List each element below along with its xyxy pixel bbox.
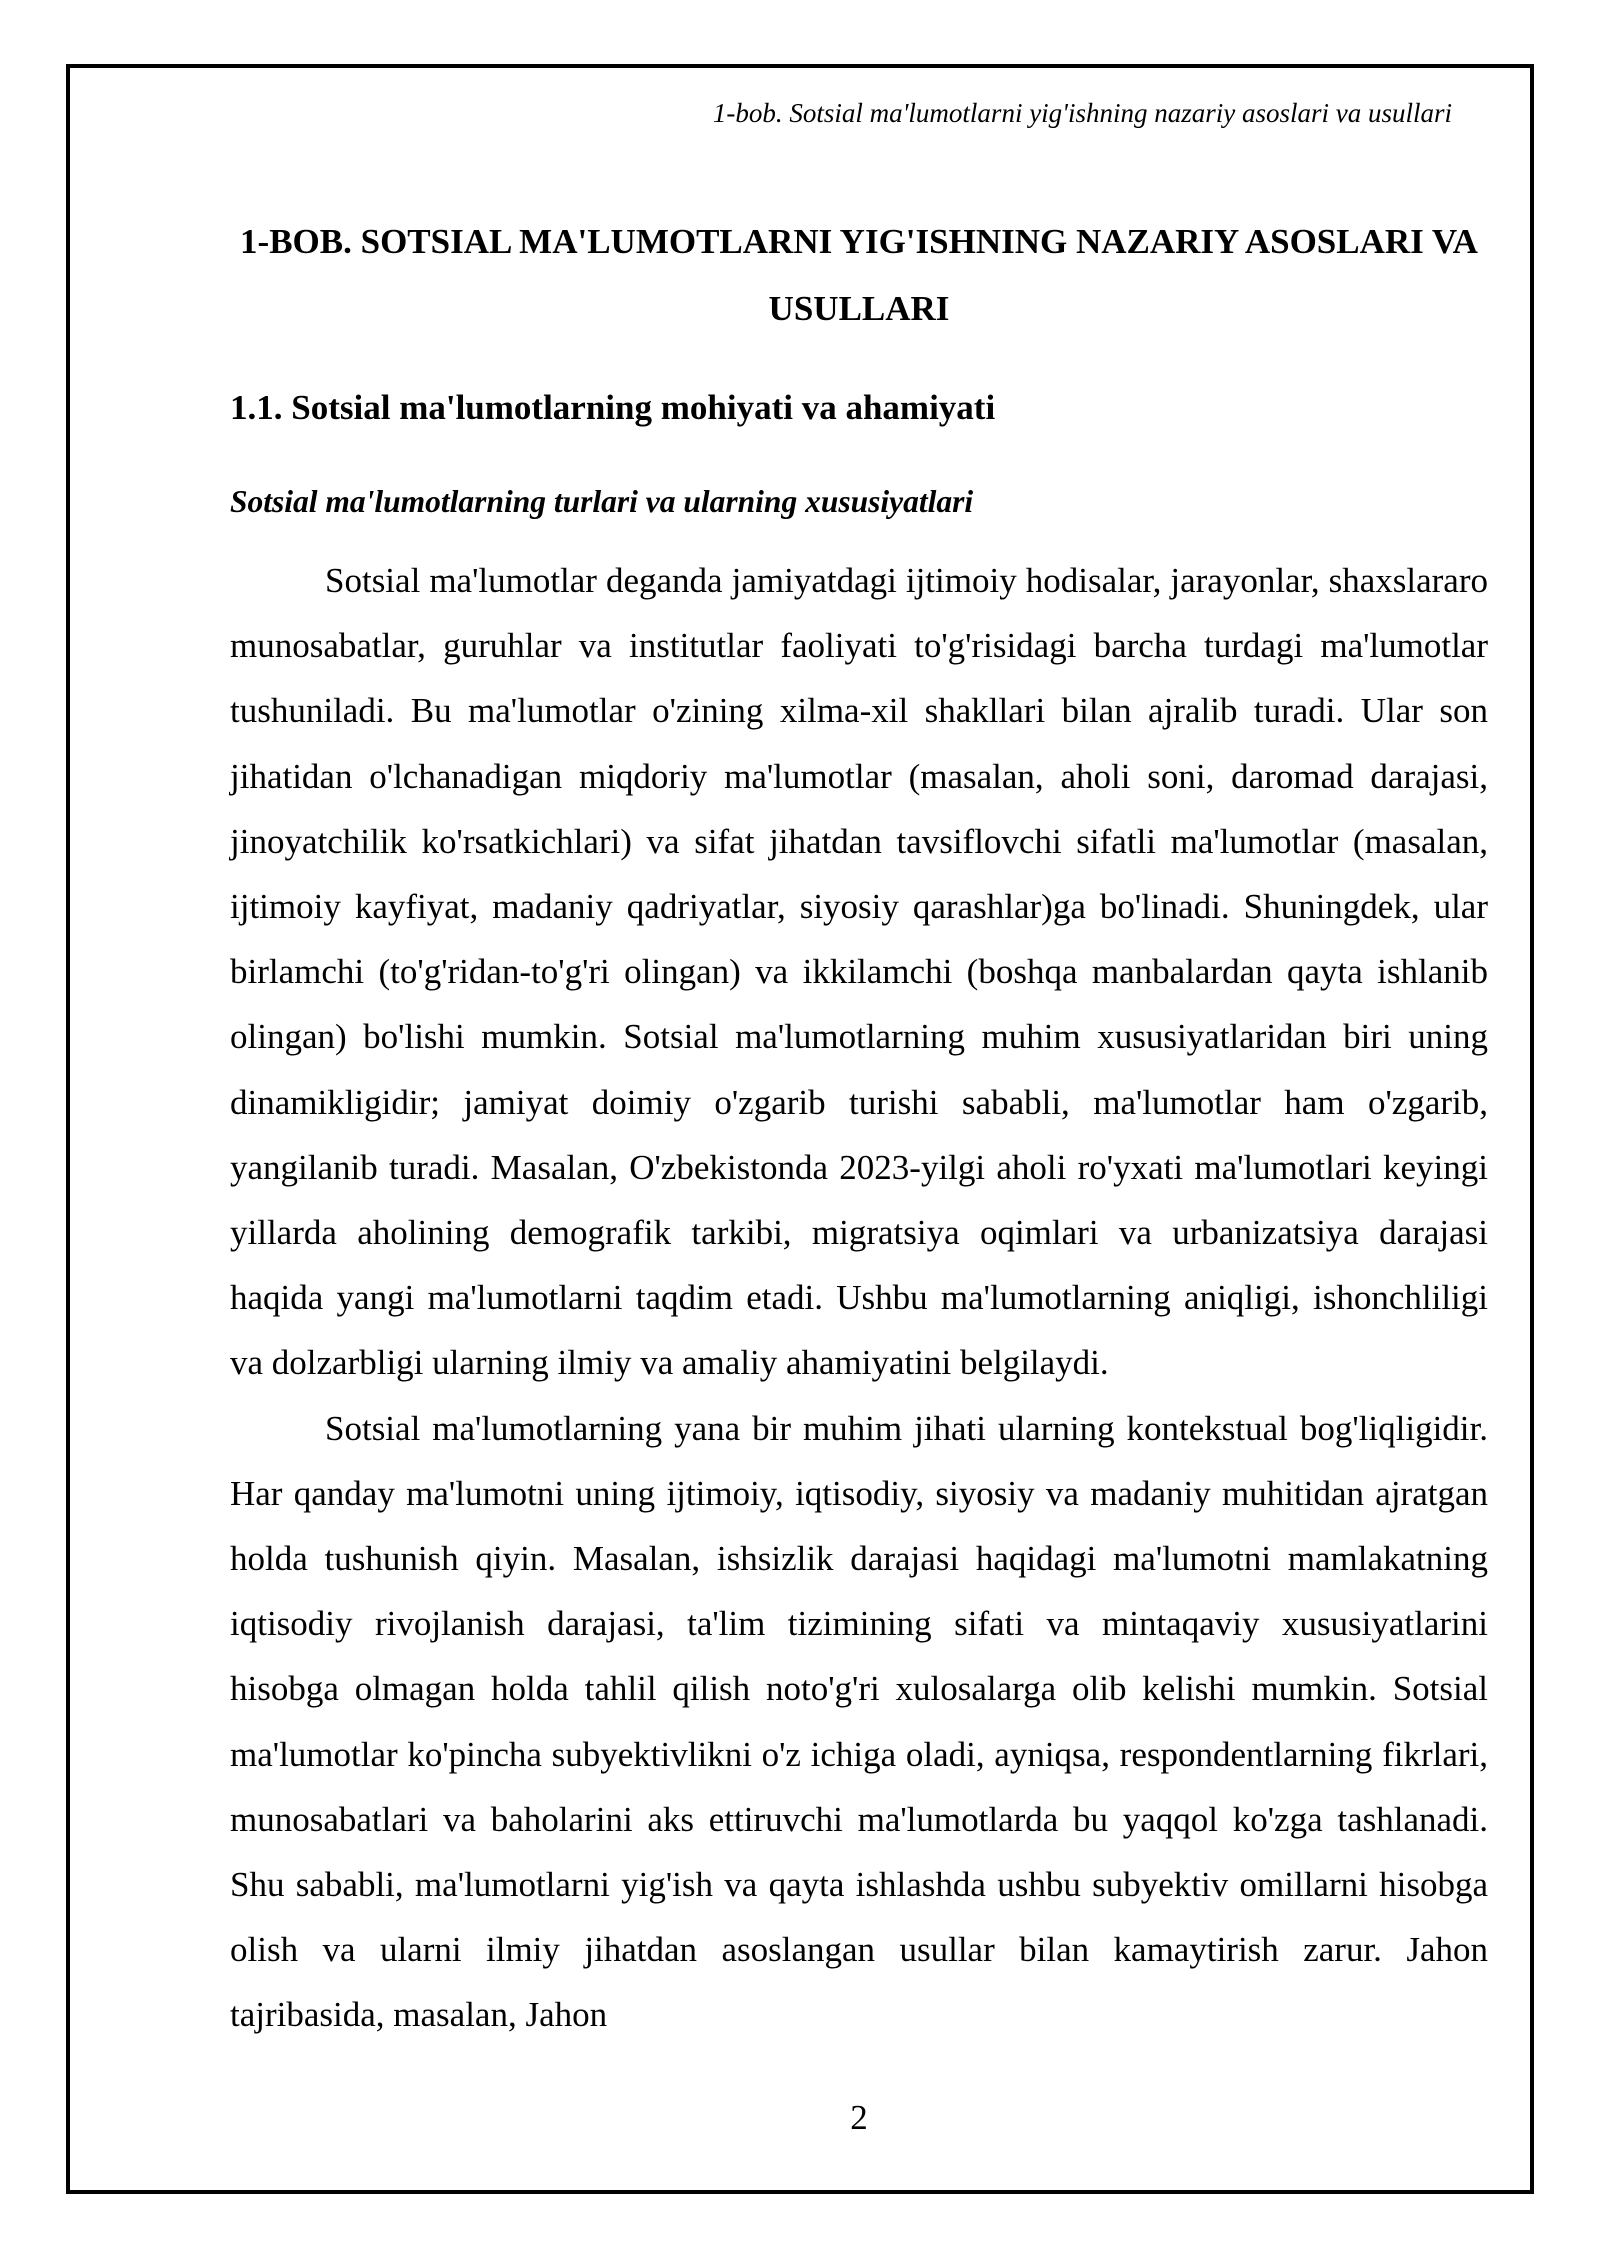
- page-number: 2: [850, 2098, 868, 2137]
- running-header: 1-bob. Sotsial ma'lumotlarni yig'ishning nazariy asoslari va usullari: [712, 98, 1452, 128]
- paragraph: Sotsial ma'lumotlarning yana bir muhim jihati ularning kontekstual bog'liqligidir. Har qanday ma'lumotni uning ijtimoiy, iqtisodiy, siyosiy va madaniy muhitidan ajratgan holda tushunish qiyin. Masalan, ishsizlik darajasi haqidagi ma'lumotni mamlakatning iqtisodiy rivojlanish darajasi, ta'lim tizimining sifati va mintaqaviy xususiyatlarini hisobga olmagan holda tahlil qilish noto'g'ri xulosalarga olib kelishi mumkin. Sotsial ma'lumotlar ko'pincha subyektivlikni o'z ichiga oladi, ayniqsa, respondentlarning fikrlari, munosabatlari va baholarini aks ettiruvchi ma'lumotlarda bu yaqqol ko'zga tashlanadi. Shu sababli, ma'lumotlarni yig'ish va qayta ishlashda ushbu subyektiv omillarni hisobga olish va ularni ilmiy jihatdan asoslangan usullar bilan kamaytirish zarur. Jahon tajribasida, masalan, Jahon: [230, 1408, 1488, 2035]
- chapter-title: 1-BOB. SOTSIAL MA'LUMOTLARNI YIG'ISHNING NAZARIY ASOSLARI VA USULLARI: [240, 222, 1478, 328]
- paragraph: Sotsial ma'lumotlar deganda jamiyatdagi ijtimoiy hodisalar, jarayonlar, shaxslararo munosabatlar, guruhlar va institutlar faoliyati to'g'risidagi barcha turdagi ma'lumotlar tushuniladi. Bu ma'lumotlar o'zining xilma-xil shakllari bilan ajralib turadi. Ular son jihatidan o'lchanadigan miqdoriy ma'lumotlar (masalan, aholi soni, daromad darajasi, jinoyatchilik ko'rsatkichlari) va sifat jihatdan tavsiflovchi sifatli ma'lumotlar (masalan, ijtimoiy kayfiyat, madaniy qadriyatlar, siyosiy qarashlar)ga bo'linadi. Shuningdek, ular birlamchi (to'g'ridan-to'g'ri olingan) va ikkilamchi (boshqa manbalardan qayta ishlanib olingan) bo'lishi mumkin. Sotsial ma'lumotlarning muhim xususiyatlaridan biri uning dinamikligidir; jamiyat doimiy o'zgarib turishi sababli, ma'lumotlar ham o'zgarib, yangilanib turadi. Masalan, O'zbekistonda 2023-yilgi aholi ro'yxati ma'lumotlari keyingi yillarda aholining demografik tarkibi, migratsiya oqimlari va urbanizatsiya darajasi haqida yangi ma'lumotlarni taqdim etadi. Ushbu ma'lumotlarning aniqligi, ishonchliligi va dolzarbligi ularning ilmiy va amaliy ahamiyatini belgilaydi.: [230, 561, 1488, 1383]
- body-text: [230, 548, 1488, 2048]
- subsection-title: Sotsial ma'lumotlarning turlari va ularning xususiyatlari: [230, 484, 974, 519]
- section-title: 1.1. Sotsial ma'lumotlarning mohiyati va ahamiyati: [230, 388, 996, 427]
